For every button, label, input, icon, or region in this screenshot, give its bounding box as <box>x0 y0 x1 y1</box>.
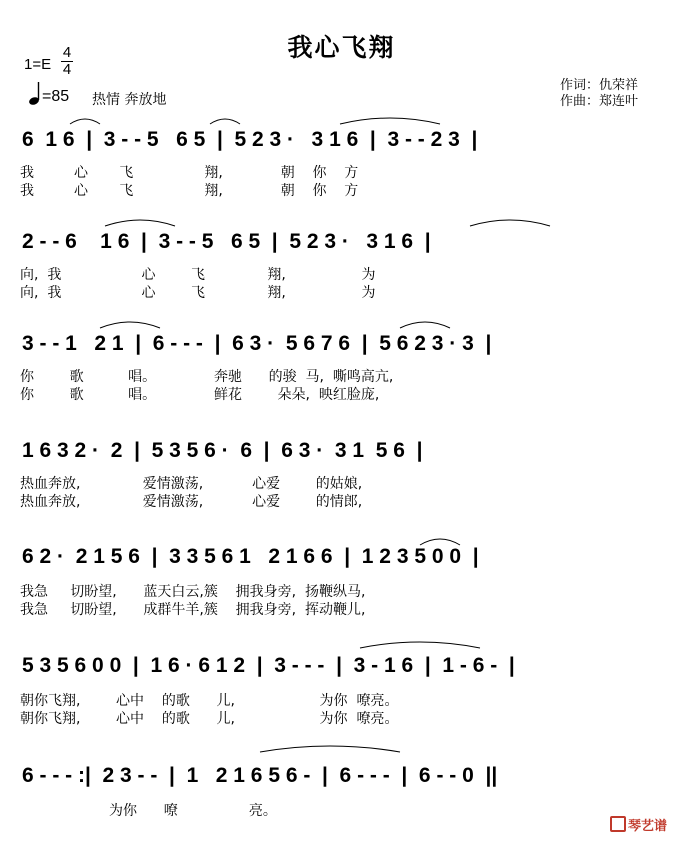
logo-mark-icon <box>610 816 626 832</box>
notation-row-4: 1 6 3 2 · 2 | 5 3 5 6 · 6 | 6 3 · 3 1 5 6 | <box>22 439 423 462</box>
slur <box>260 746 400 752</box>
slur <box>70 119 100 124</box>
tempo-value: =85 <box>42 88 70 105</box>
slur <box>360 642 480 648</box>
watermark-text: 琴艺谱 <box>628 819 668 834</box>
song-title: 我心飞翔 <box>287 33 396 62</box>
lyric-row-1-verse-1: 我 心 飞 翔, 朝 你 方 <box>20 165 359 181</box>
slur <box>420 539 460 545</box>
lyric-row-7-verse-1: 为你 嘹 亮。 <box>20 803 277 819</box>
watermark-logo <box>610 815 667 834</box>
lyric-row-6-verse-1: 朝你飞翔, 心中 的歌 儿, 为你 嘹亮。 <box>20 693 399 709</box>
tempo-expression: 热情 奔放地 <box>92 92 167 108</box>
lyric-row-4-verse-1: 热血奔放, 爱情激荡, 心爱 的姑娘, <box>20 476 363 492</box>
key-signature: 1=E <box>24 56 52 73</box>
notation-row-5: 6 2 · 2 1 5 6 | 3 3 5 6 1 2 1 6 6 | 1 2 3 5 0 0 | <box>22 545 479 568</box>
slur <box>210 119 240 124</box>
lyric-row-3-verse-2: 你 歌 唱。 鲜花 朵朵, 映红脸庞, <box>20 387 380 403</box>
lyric-row-2-verse-2: 向, 我 心 飞 翔, 为 <box>20 285 376 301</box>
slur <box>400 322 450 328</box>
lyric-row-2-verse-1: 向, 我 心 飞 翔, 为 <box>20 267 376 283</box>
lyric-row-4-verse-2: 热血奔放, 爱情激荡, 心爱 的情郎, <box>20 494 363 510</box>
slur <box>105 220 175 226</box>
notation-row-2: 2 - - 6 1 6 | 3 - - 5 6 5 | 5 2 3 · 3 1 6 | <box>22 230 431 253</box>
time-signature-top: 4 <box>62 44 72 61</box>
lyric-row-3-verse-1: 你 歌 唱。 奔驰 的骏 马, 嘶鸣高亢, <box>20 369 394 385</box>
slur <box>340 118 440 124</box>
notation-row-6: 5 3 5 6 0 0 | 1 6 · 6 1 2 | 3 - - - | 3 - 1 6 | 1 - 6 - | <box>22 654 515 677</box>
lyric-row-5-verse-2: 我急 切盼望, 成群牛羊,簇 拥我身旁, 挥动鞭儿, <box>20 602 366 618</box>
lyricist-credit: 作词：仇荣祥 <box>560 78 639 93</box>
lyric-row-6-verse-2: 朝你飞翔, 心中 的歌 儿, 为你 嘹亮。 <box>20 711 399 727</box>
notation-row-7: 6 - - - :| 2 3 - - | 1 2 1 6 5 6 - | 6 - - - | 6 - - 0 || <box>22 764 498 787</box>
notation-row-3: 3 - - 1 2 1 | 6 - - - | 6 3 · 5 6 7 6 | 5 6 2 3 · 3 | <box>22 332 492 355</box>
time-signature-bottom: 4 <box>62 61 72 78</box>
slur <box>100 322 160 328</box>
notation-row-1: 6 1 6 | 3 - - 5 6 5 | 5 2 3 · 3 1 6 | 3 - - 2 3 | <box>22 128 478 151</box>
composer-credit: 作曲：郑连叶 <box>560 94 639 109</box>
lyric-row-5-verse-1: 我急 切盼望, 蓝天白云,簇 拥我身旁, 扬鞭纵马, <box>20 584 366 600</box>
slur <box>470 220 550 226</box>
lyric-row-1-verse-2: 我 心 飞 翔, 朝 你 方 <box>20 183 359 199</box>
